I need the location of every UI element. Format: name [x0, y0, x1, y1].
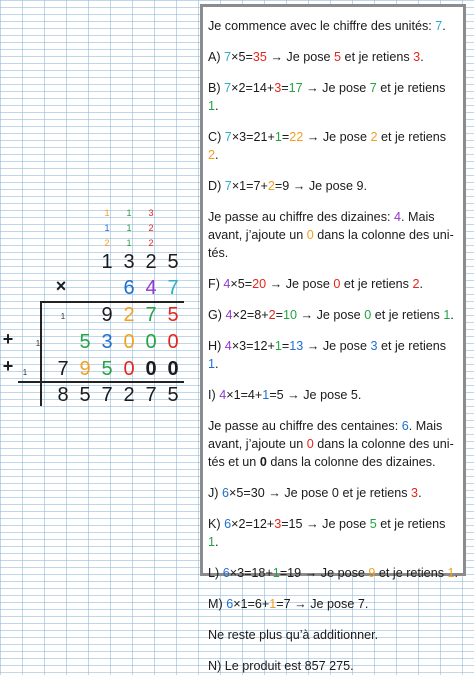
- step-text: .: [215, 148, 219, 162]
- step-text: 6: [224, 517, 232, 531]
- carry-digit: 2: [148, 223, 154, 233]
- step-text: =9 → Je pose 9.: [274, 179, 367, 193]
- partial-product-digit: 9: [101, 304, 113, 326]
- step-text: 9: [368, 566, 376, 580]
- step-text: 1: [274, 130, 282, 144]
- result-digit: 7: [101, 384, 113, 406]
- step-text: =: [281, 81, 289, 95]
- step-text: 1: [208, 99, 216, 113]
- step-text: 1: [208, 357, 216, 371]
- step-text: 20: [252, 277, 267, 291]
- step-text: 4: [219, 388, 227, 402]
- step-text: et je retiens: [377, 130, 447, 144]
- partial-product-digit: 0: [167, 331, 179, 353]
- step-text: 0: [333, 277, 341, 291]
- step-text: ×2=12+: [231, 517, 275, 531]
- carry-digit: 2: [148, 238, 154, 248]
- step-text: 1: [274, 339, 282, 353]
- step-text: ×1=6+: [233, 597, 270, 611]
- step-text: 4: [225, 308, 233, 322]
- times-sign: ×: [55, 276, 67, 296]
- step-text: ×3=18+: [229, 566, 273, 580]
- partial-product-digit: 5: [101, 358, 113, 380]
- step-text: .: [418, 486, 422, 500]
- carry-digit: 2: [104, 238, 110, 248]
- step-text: C): [208, 130, 225, 144]
- step-text: → Je pose: [266, 277, 334, 291]
- step-text: 2: [268, 308, 276, 322]
- partial-carry: 1: [60, 312, 66, 321]
- partial-product-digit: 5: [79, 331, 91, 353]
- step-text: =15 → Je pose: [281, 517, 370, 531]
- carry-digit: 1: [126, 223, 132, 233]
- step-text: 6: [226, 597, 234, 611]
- step-text: F): [208, 277, 224, 291]
- step-text: 0: [364, 308, 372, 322]
- step-text: =7 → Je pose 7.: [276, 597, 369, 611]
- step-text: → Je pose: [303, 339, 371, 353]
- step-text: L): [208, 566, 223, 580]
- step-text: ×2=14+: [231, 81, 275, 95]
- step-text: D): [208, 179, 225, 193]
- step-text: et je retiens: [371, 308, 444, 322]
- step-text: 1: [272, 566, 280, 580]
- step-text: Je commence avec le chiffre des unités:: [208, 19, 436, 33]
- step-text: 7: [224, 179, 232, 193]
- partial-product-digit: 0: [145, 331, 157, 353]
- step-text: 6: [222, 566, 230, 580]
- step-text: 0: [259, 455, 267, 469]
- step-text: 7: [435, 19, 443, 33]
- step-text: 1: [262, 388, 270, 402]
- step-text: 5: [334, 50, 342, 64]
- step-text: et je retiens: [376, 81, 446, 95]
- step-text: 4: [224, 339, 232, 353]
- step-text: 1: [208, 535, 216, 549]
- step-text: .: [450, 308, 454, 322]
- result-digit: 5: [167, 384, 179, 406]
- step-text: et je retiens: [375, 566, 448, 580]
- step-text: 7: [224, 50, 232, 64]
- partial-product-digit: 7: [145, 304, 157, 326]
- step-text: → Je pose: [302, 81, 370, 95]
- result-digit: 5: [79, 384, 91, 406]
- step-text: 3: [411, 486, 419, 500]
- explanation-step: [208, 275, 459, 293]
- step-text: → Je pose: [296, 308, 365, 322]
- step-text: 22: [289, 130, 304, 144]
- carry-digit: 1: [126, 238, 132, 248]
- step-text: ×3=12+: [231, 339, 275, 353]
- step-text: K): [208, 517, 225, 531]
- step-text: N) Le produit est 857 275.: [208, 659, 354, 673]
- multiplicand-digit: 2: [145, 251, 157, 273]
- step-text: =19 → Je pose: [279, 566, 369, 580]
- step-text: =5 → Je pose 5.: [269, 388, 362, 402]
- step-text: B): [208, 81, 225, 95]
- multiplicand-digit: 5: [167, 251, 179, 273]
- operation-line: [40, 301, 184, 303]
- step-text: H): [208, 339, 225, 353]
- step-text: ×5=: [231, 50, 253, 64]
- partial-product-digit: 3: [101, 331, 113, 353]
- step-text: G): [208, 308, 226, 322]
- step-text: 6: [401, 419, 409, 433]
- step-text: ×5=30 → Je pose 0 et je retiens: [229, 486, 412, 500]
- step-text: 2: [208, 148, 216, 162]
- step-text: Ne reste plus qu’à additionner.: [208, 628, 379, 642]
- explanation-step: [208, 386, 459, 404]
- carry-digit: 1: [126, 208, 132, 218]
- step-text: 3: [370, 339, 378, 353]
- step-text: .: [442, 19, 446, 33]
- explanation-step: [208, 17, 459, 35]
- result-digit: 7: [145, 384, 157, 406]
- explanation-step: [208, 79, 459, 115]
- partial-product-digit: 2: [123, 304, 135, 326]
- step-text: 1: [447, 566, 455, 580]
- explanation-step: [208, 48, 459, 66]
- step-text: 2: [267, 179, 275, 193]
- partial-product-digit: 5: [167, 304, 179, 326]
- step-text: 1: [443, 308, 451, 322]
- step-text: 3: [274, 517, 282, 531]
- step-text: I): [208, 388, 220, 402]
- step-text: . Mais avant, j’ajoute un: [208, 419, 443, 451]
- step-text: et je retiens: [376, 517, 446, 531]
- step-text: Je passe au chiffre des dizaines:: [208, 210, 394, 224]
- result-digit: 8: [57, 384, 69, 406]
- sum-line: [18, 381, 184, 383]
- step-text: dans la colonne des uni-tés et un: [208, 437, 454, 469]
- step-text: dans la colonne des uni-tés.: [208, 228, 454, 260]
- step-text: Je passe au chiffre des centaines:: [208, 419, 402, 433]
- explanation-panel: [200, 4, 466, 673]
- explanation-step: [208, 306, 459, 324]
- step-text: ×1=4+: [226, 388, 263, 402]
- multiplier-digit: 6: [123, 277, 135, 299]
- step-text: et je retiens: [341, 50, 414, 64]
- explanation-step: [208, 564, 459, 582]
- explanation-step: [208, 515, 459, 551]
- partial-product-digit: 0: [123, 358, 135, 380]
- step-text: 5: [369, 517, 377, 531]
- step-text: =: [281, 339, 290, 353]
- step-text: .: [215, 535, 219, 549]
- step-text: 2: [412, 277, 420, 291]
- step-text: et je retiens: [340, 277, 413, 291]
- explanation-step: [208, 626, 459, 644]
- partial-carry: 1: [22, 368, 28, 377]
- carry-digit: 1: [104, 208, 110, 218]
- partial-product-digit: 0: [167, 358, 179, 380]
- step-text: =: [281, 130, 290, 144]
- step-text: ×3=21+: [231, 130, 275, 144]
- step-text: 7: [224, 130, 232, 144]
- partial-product-digit: 7: [57, 358, 69, 380]
- explanation-step: [208, 177, 459, 195]
- step-text: ×2=8+: [232, 308, 269, 322]
- explanation-step: [208, 417, 459, 471]
- step-text: .: [215, 99, 219, 113]
- step-text: 0: [306, 228, 314, 242]
- step-text: 7: [224, 81, 232, 95]
- explanation-step: [208, 595, 459, 613]
- explanation-step: [208, 128, 459, 164]
- plus-sign: +: [2, 329, 14, 349]
- step-text: → Je pose: [303, 130, 371, 144]
- step-text: .: [419, 277, 423, 291]
- step-text: . Mais avant, j’ajoute un: [208, 210, 435, 242]
- step-text: .: [420, 50, 424, 64]
- step-text: ×1=7+: [231, 179, 268, 193]
- step-text: .: [215, 357, 219, 371]
- operation-rule: [40, 303, 42, 406]
- step-text: .: [454, 566, 459, 580]
- explanation-step: [208, 337, 459, 373]
- explanation-step: [208, 657, 459, 675]
- step-text: 1: [269, 597, 277, 611]
- step-text: et je retiens: [377, 339, 447, 353]
- step-text: 4: [394, 210, 402, 224]
- step-text: 0: [306, 437, 314, 451]
- step-text: 10: [282, 308, 297, 322]
- explanation-step: [208, 208, 459, 262]
- carry-digit: 3: [148, 208, 154, 218]
- multiplier-digit: 7: [167, 277, 179, 299]
- step-text: 6: [222, 486, 230, 500]
- step-text: 7: [369, 81, 377, 95]
- step-text: 17: [288, 81, 303, 95]
- step-text: dans la colonne des dizaines.: [266, 455, 436, 469]
- step-text: ×5=: [230, 277, 253, 291]
- explanation-step: [208, 484, 459, 502]
- step-text: 35: [252, 50, 267, 64]
- step-text: J): [208, 486, 222, 500]
- step-text: → Je pose: [266, 50, 335, 64]
- step-text: =: [275, 308, 283, 322]
- step-text: M): [208, 597, 227, 611]
- partial-product-digit: 9: [79, 358, 91, 380]
- plus-sign: +: [2, 356, 14, 376]
- multiplication-operation: [0, 0, 200, 587]
- partial-carry: 1: [35, 339, 41, 348]
- step-text: 4: [223, 277, 231, 291]
- carry-digit: 1: [104, 223, 110, 233]
- explanation-steps: [208, 17, 459, 675]
- step-text: 3: [413, 50, 421, 64]
- multiplicand-digit: 1: [101, 251, 113, 273]
- multiplier-digit: 4: [145, 277, 157, 299]
- step-text: 3: [274, 81, 282, 95]
- partial-product-digit: 0: [145, 358, 157, 380]
- partial-product-digit: 0: [123, 331, 135, 353]
- result-digit: 2: [123, 384, 135, 406]
- multiplicand-digit: 3: [123, 251, 135, 273]
- step-text: 13: [289, 339, 304, 353]
- step-text: 2: [370, 130, 378, 144]
- step-text: A): [208, 50, 225, 64]
